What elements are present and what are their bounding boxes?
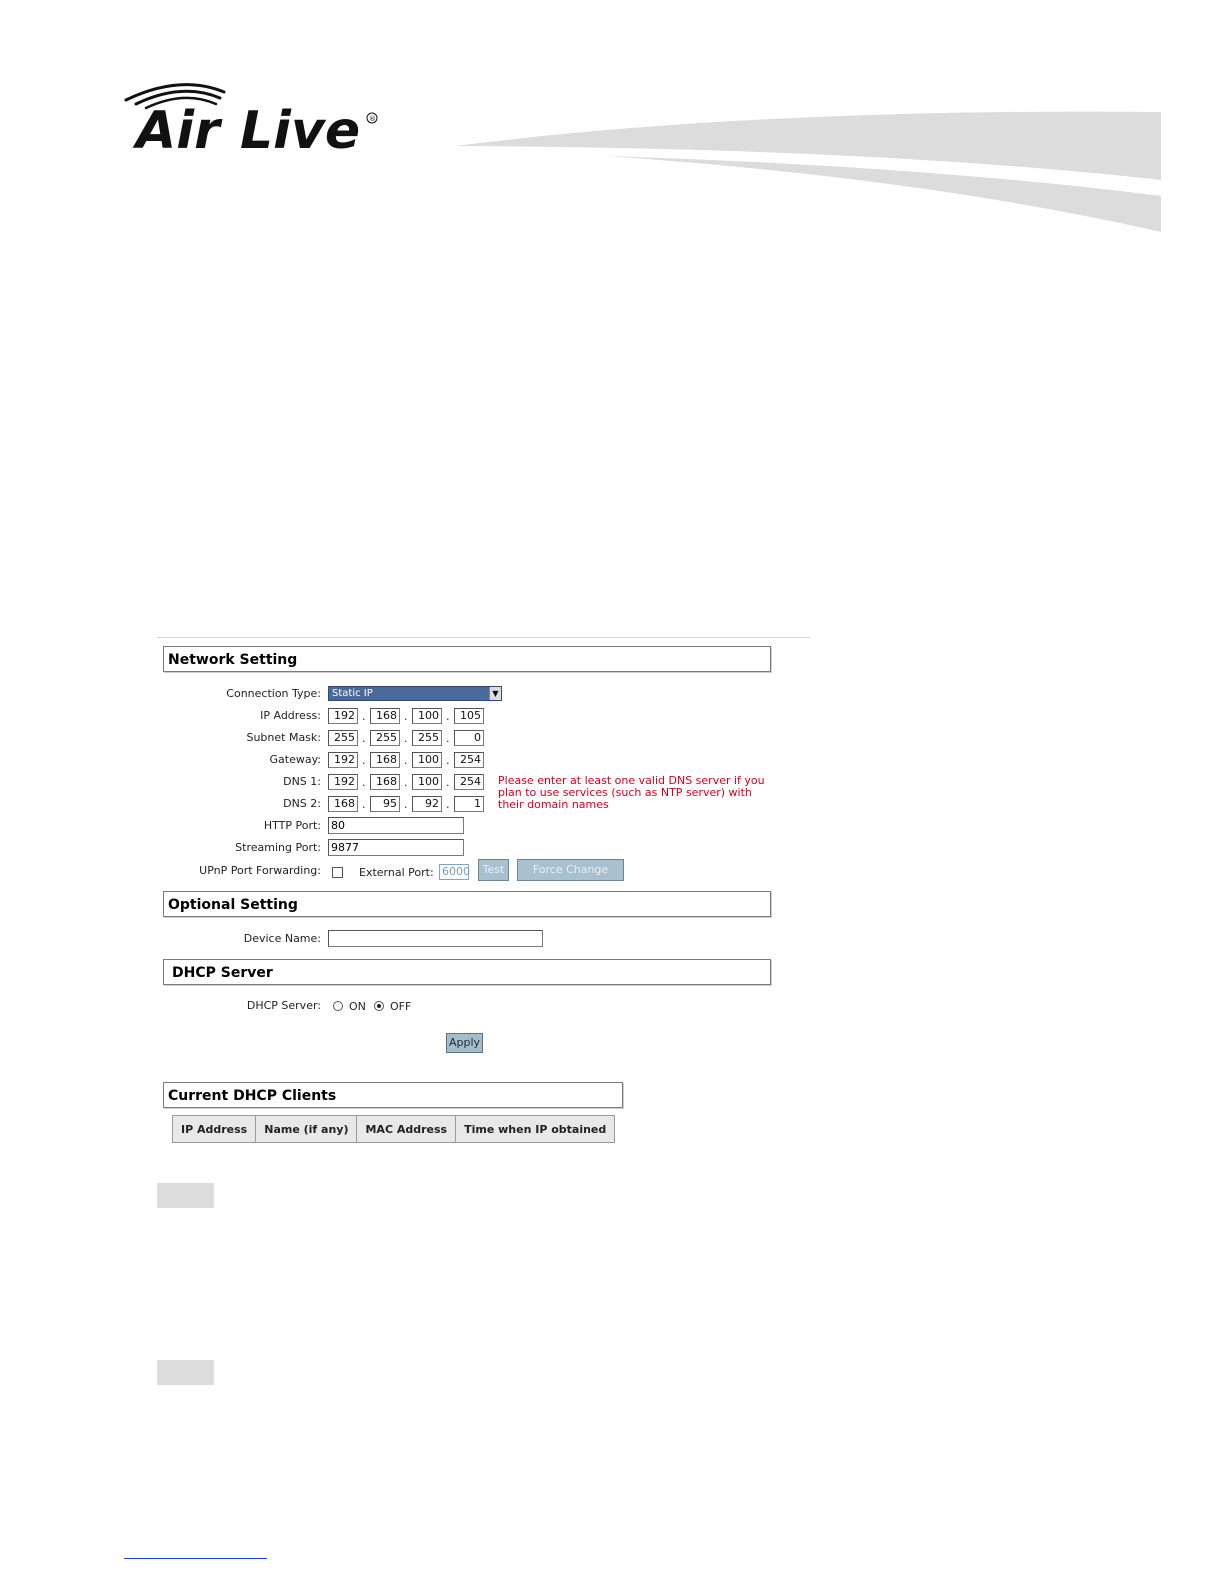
http-port-input[interactable]: 80: [328, 817, 464, 834]
ip-dot: .: [404, 776, 408, 789]
connection-type-select[interactable]: [328, 686, 502, 701]
ip-dot: .: [362, 754, 366, 767]
ip-address-label: IP Address:: [260, 709, 321, 722]
ip-dot: .: [362, 776, 366, 789]
upnp-checkbox[interactable]: [332, 867, 343, 878]
ip-dot: .: [404, 732, 408, 745]
table-header-row: [173, 1116, 615, 1143]
dhcp-clients-table: [172, 1115, 615, 1143]
header-swoosh: [455, 108, 1161, 236]
footer-link-underline: [124, 1558, 267, 1559]
ip-dot: .: [362, 732, 366, 745]
dhcp-off-label: OFF: [390, 1000, 412, 1013]
dns2-octet-2[interactable]: 95: [370, 796, 400, 812]
ip-dot: .: [446, 732, 450, 745]
current-dhcp-clients-header: Current DHCP Clients: [163, 1082, 623, 1108]
dns1-octet-4[interactable]: 254: [454, 774, 484, 790]
dns2-label: DNS 2:: [283, 797, 321, 810]
ip-dot: .: [446, 710, 450, 723]
force-change-button[interactable]: Force Change: [517, 859, 624, 881]
gateway-octet-1[interactable]: 192: [328, 752, 358, 768]
ip-dot: .: [446, 776, 450, 789]
logo-text-air: Air: [136, 101, 220, 160]
airlive-logo: [120, 78, 390, 160]
subnet-mask-octet-1[interactable]: 255: [328, 730, 358, 746]
connection-type-value: Static IP: [332, 688, 373, 699]
column-header-name: Name (if any): [256, 1116, 357, 1143]
gateway-octet-2[interactable]: 168: [370, 752, 400, 768]
dhcp-on-label: ON: [349, 1000, 366, 1013]
optional-setting-header: Optional Setting: [163, 891, 771, 917]
gateway-label: Gateway:: [269, 753, 321, 766]
dns-hint-text: Please enter at least one valid DNS server if you plan to use services (such as NTP server) with their domain names: [498, 774, 765, 811]
dhcp-off-radio[interactable]: [374, 1001, 384, 1011]
dhcp-server-header: DHCP Server: [163, 959, 771, 985]
subnet-mask-octet-4[interactable]: 0: [454, 730, 484, 746]
subnet-mask-label: Subnet Mask:: [246, 731, 321, 744]
ip-address-octet-1[interactable]: 192: [328, 708, 358, 724]
column-header-ip-address: IP Address: [173, 1116, 256, 1143]
ip-dot: .: [404, 710, 408, 723]
external-port-input[interactable]: 6000: [439, 864, 469, 880]
grey-placeholder-box: [157, 1360, 214, 1385]
http-port-label: HTTP Port:: [263, 819, 321, 832]
external-port-label: External Port:: [359, 866, 434, 879]
ip-dot: .: [362, 798, 366, 811]
dhcp-server-label: DHCP Server:: [246, 999, 321, 1012]
dns2-octet-4[interactable]: 1: [454, 796, 484, 812]
subnet-mask-octet-2[interactable]: 255: [370, 730, 400, 746]
gateway-octet-4[interactable]: 254: [454, 752, 484, 768]
logo-text-live: Live: [240, 101, 361, 160]
test-button[interactable]: Test: [478, 859, 509, 881]
dns1-octet-2[interactable]: 168: [370, 774, 400, 790]
ip-dot: .: [362, 710, 366, 723]
device-name-label: Device Name:: [243, 932, 321, 945]
ip-dot: .: [404, 798, 408, 811]
ip-address-octet-4[interactable]: 105: [454, 708, 484, 724]
dns1-octet-3[interactable]: 100: [412, 774, 442, 790]
dns1-octet-1[interactable]: 192: [328, 774, 358, 790]
grey-placeholder-box: [157, 1183, 214, 1208]
column-header-time-obtained: Time when IP obtained: [456, 1116, 615, 1143]
streaming-port-input[interactable]: 9877: [328, 839, 464, 856]
ip-dot: .: [446, 754, 450, 767]
dns2-octet-3[interactable]: 92: [412, 796, 442, 812]
dhcp-on-radio[interactable]: [333, 1001, 343, 1011]
device-name-input[interactable]: [328, 930, 543, 947]
logo-registered: ®: [369, 115, 376, 123]
streaming-port-label: Streaming Port:: [235, 841, 321, 854]
dns1-label: DNS 1:: [283, 775, 321, 788]
apply-button[interactable]: Apply: [446, 1033, 483, 1053]
ip-address-octet-3[interactable]: 100: [412, 708, 442, 724]
screenshot-top-divider: [157, 637, 810, 638]
ip-dot: .: [446, 798, 450, 811]
ip-address-octet-2[interactable]: 168: [370, 708, 400, 724]
upnp-port-forwarding-label: UPnP Port Forwarding:: [199, 864, 321, 877]
subnet-mask-octet-3[interactable]: 255: [412, 730, 442, 746]
gateway-octet-3[interactable]: 100: [412, 752, 442, 768]
column-header-mac-address: MAC Address: [357, 1116, 456, 1143]
chevron-down-icon[interactable]: ▼: [489, 687, 501, 700]
network-setting-header: Network Setting: [163, 646, 771, 672]
dns2-octet-1[interactable]: 168: [328, 796, 358, 812]
connection-type-label: Connection Type:: [226, 687, 321, 700]
ip-dot: .: [404, 754, 408, 767]
